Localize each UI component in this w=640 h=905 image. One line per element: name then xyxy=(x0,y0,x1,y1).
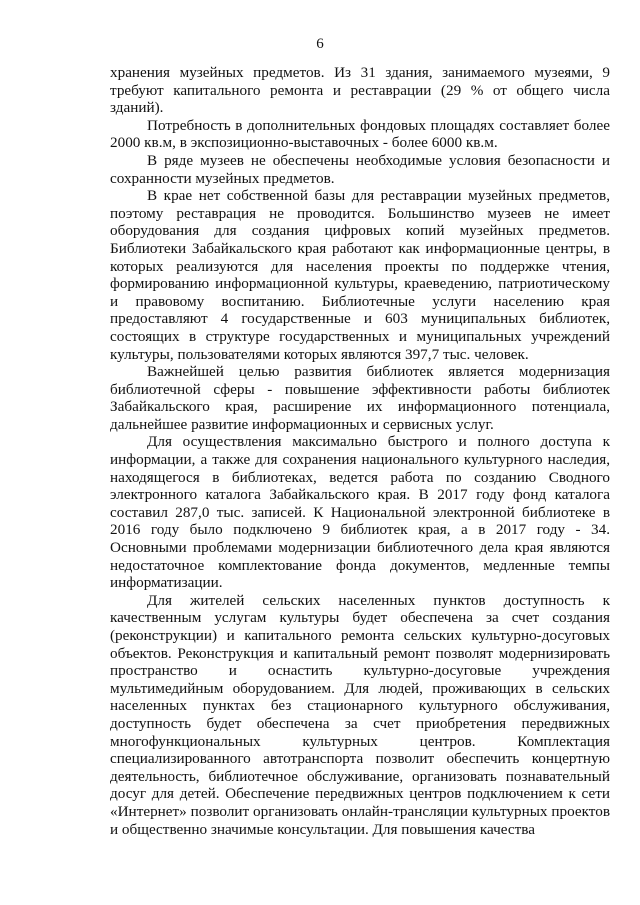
paragraph-electronic-catalog: Для осуществления максимально быстрого и полного доступа к информации, а также для сохранения национального культурного наследия, находящегося в библиотеках, ведется работа по созданию Сводного электронного каталога Забайкальского края. В 2017 году фонд каталога составил 287,0 тыс. записей. К Национальной электронной библиотеке в 2016 году было подключено 9 библиотек края, а в 2017 году - 34. Основными проблемами модернизации библиотечного дела края являются недостаточное комплектование фонда документов, медленные темпы информатизации. xyxy=(110,433,610,592)
paragraph-safety: В ряде музеев не обеспечены необходимые условия безопасности и сохранности музейных предметов. xyxy=(110,151,610,187)
paragraph-storage-needs: Потребность в дополнительных фондовых площадях составляет более 2000 кв.м, в экспозиционно-выставочных - более 6000 кв.м. xyxy=(110,116,610,152)
paragraph-rural-access: Для жителей сельских населенных пунктов доступность к качественным услугам культуры будет обеспечена за счет создания (реконструкции) и капитального ремонта сельских культурно-досуговых объектов. Реконструкция и капитальный ремонт позволят модернизировать пространство и оснастить культурно-досуговые учреждения мультимедийным оборудованием. Для людей, проживающих в сельских населенных пунктах без стационарного культурного обслуживания, доступность будет обеспечена за счет приобретения передвижных многофункциональных культурных центров. Комплектация специализированного автотранспорта позволит обеспечить концертную деятельность, библиотечное обслуживание, организовать познавательный досуг для детей. Обеспечение передвижных центров подключением к сети «Интернет» позволит организовать онлайн-трансляции культурных проектов и общественно значимые консультации. Для повышения качества xyxy=(110,591,610,838)
page-number: 6 xyxy=(316,36,324,52)
body-text xyxy=(110,64,610,838)
paragraph-restoration-libraries: В крае нет собственной базы для реставрации музейных предметов, поэтому реставрация не проводится. Большинство музеев не имеет оборудования для создания цифровых копий музейных предметов. Библиотеки Забайкальского края работают как информационные центры, в которых реализуются для населения проекты по поддержке чтения, формированию информационной культуры, краеведению, патриотическому и правовому воспитанию. Библиотечные услуги населению края предоставляют 4 государственные и 603 муниципальных библиотек, состоящих в структуре государственных и муниципальных учреждений культуры, пользователями которых являются 397,7 тыс. человек. xyxy=(110,187,610,363)
paragraph-library-goal: Важнейшей целью развития библиотек является модернизация библиотечной сферы - повышение эффективности работы библиотек Забайкальского края, расширение их информационного потенциала, дальнейшее развитие информационных и сервисных услуг. xyxy=(110,363,610,433)
paragraph-museum-buildings: хранения музейных предметов. Из 31 здания, занимаемого музеями, 9 требуют капитального ремонта и реставрации (29 % от общего числа зданий). xyxy=(110,64,610,117)
